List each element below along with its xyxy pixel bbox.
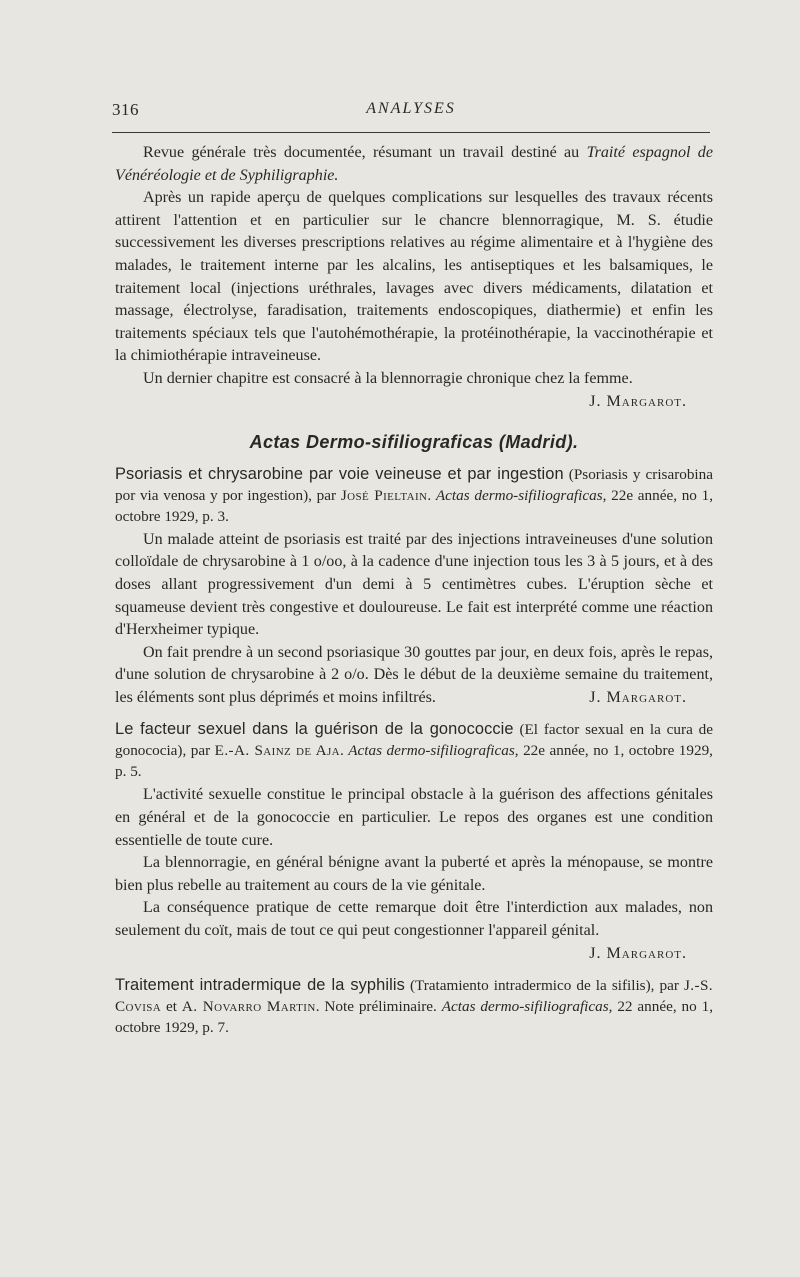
author: José Pieltain bbox=[340, 486, 428, 504]
author: J.-S. Covisa bbox=[115, 977, 713, 1016]
intro-italic-title: Traité espagnol de Vénéréologie et de Syphiligraphie. bbox=[115, 144, 713, 184]
page-header bbox=[112, 100, 710, 128]
signature: J. Margarot. bbox=[589, 688, 687, 706]
page-content bbox=[115, 142, 713, 1040]
article-paragraph: On fait prendre à un second psoriasique 30 gouttes par jour, en deux fois, après le repas, d'une solution de chrysarobine à 2 o/o. Dès le début de la deuxième semaine du traitement, les éléments sont plus déprimés et moins infiltrés. J. Margarot. bbox=[115, 642, 713, 710]
article-paragraph: Un malade atteint de psoriasis est traité par des injections intraveineuses d'une solution colloïdale de chrysarobine à 1 o/oo, à la cadence d'une injection tous les 3 à 5 jours, et à des doses allant progressivement d'un demi à 5 centimètres cubes. L'éruption sèche et squameuse devient très congestive et douloureuse. Le fait est interprété comme une réaction d'Herxheimer typique. bbox=[115, 530, 713, 639]
journal-name: Actas dermo-sifiliograficas bbox=[348, 742, 515, 760]
header-rule bbox=[112, 132, 710, 133]
journal-name: Actas dermo-sifiliograficas bbox=[441, 998, 609, 1016]
intro-paragraph-3: Un dernier chapitre est consacré à la blennorragie chronique chez la femme. J. Margarot. bbox=[115, 368, 713, 413]
article-title: Traitement intradermique de la syphilis bbox=[115, 976, 405, 995]
article-reference: Psoriasis et chrysarobine par voie veineuse et par ingestion (Psoriasis y crisarobina por via venosa y por ingestion), par José Pieltain. Actas dermo-sifiliograficas, 22e année, no 1, octobre 1929, p. 3. bbox=[115, 464, 714, 525]
intro-paragraph-1: Revue générale très documentée, résumant un travail destiné au Traité espagnol de Vénéréologie et de Syphiligraphie. bbox=[115, 144, 713, 184]
article-paragraph: La conséquence pratique de cette remarque doit être l'interdiction aux malades, non seulement du coït, mais de tout ce qui peut congestionner l'appareil génital. J. Margarot. bbox=[115, 897, 713, 965]
running-title: ANALYSES bbox=[366, 100, 456, 117]
author: A. Novarro Martin bbox=[181, 998, 316, 1016]
article-1 bbox=[115, 464, 713, 710]
article-title: Psoriasis et chrysarobine par voie veineuse et par ingestion bbox=[115, 464, 564, 483]
article-3 bbox=[115, 975, 713, 1038]
signature: J. Margarot. bbox=[589, 944, 687, 962]
article-title: Le facteur sexuel dans la guérison de la gonococcie bbox=[115, 720, 514, 739]
journal-name: Actas dermo-sifiliograficas bbox=[435, 486, 603, 504]
article-reference: Le facteur sexuel dans la guérison de la gonococcie (El factor sexual en la cura de gonococia), par E.-A. Sainz de Aja. Actas dermo-sifiliograficas, 22e année, no 1, octobre 1929, p. 5. bbox=[115, 720, 713, 781]
article-paragraph: L'activité sexuelle constitue le principal obstacle à la guérison des affections génitales en général et de la gonococcie en particulier. Le repos des organes est une condition essentielle de toute cure. bbox=[115, 786, 713, 849]
journal-section-title: Actas Dermo-sifiliograficas (Madrid). bbox=[249, 432, 579, 453]
signature: J. Margarot. bbox=[589, 392, 687, 410]
article-paragraph: La blennorragie, en général bénigne avant la puberté et après la ménopause, se montre bien plus rebelle au traitement au cours de la vie génitale. bbox=[115, 854, 713, 894]
page-number: 316 bbox=[112, 100, 139, 119]
author: E.-A. Sainz de Aja bbox=[214, 742, 340, 760]
article-2 bbox=[115, 719, 713, 965]
intro-paragraph-2: Après un rapide aperçu de quelques complications sur lesquelles des travaux récents attirent l'attention et en particulier sur le chancre blennorragique, M. S. étudie successivement les diverses prescriptions relatives au régime alimentaire et à l'hygiène des malades, le traitement interne par les alcalins, les antiseptiques et les balsamiques, le traitement local (injections uréthrales, lavages avec divers médicaments, dilatation et massage, électrolyse, faradisation, traitements endoscopiques, diathermie) et enfin les traitements spéciaux tels que l'autohémothérapie, la protéinothérapie, la vaccinothérapie et la chimiothérapie intraveineuse. bbox=[115, 189, 713, 365]
article-reference: Traitement intradermique de la syphilis (Tratamiento intradermico de la sifilis), par J.-S. Covisa et A. Novarro Martin. Note préliminaire. Actas dermo-sifiliograficas, 22 année, no 1, octobre 1929, p. 7. bbox=[115, 976, 713, 1037]
